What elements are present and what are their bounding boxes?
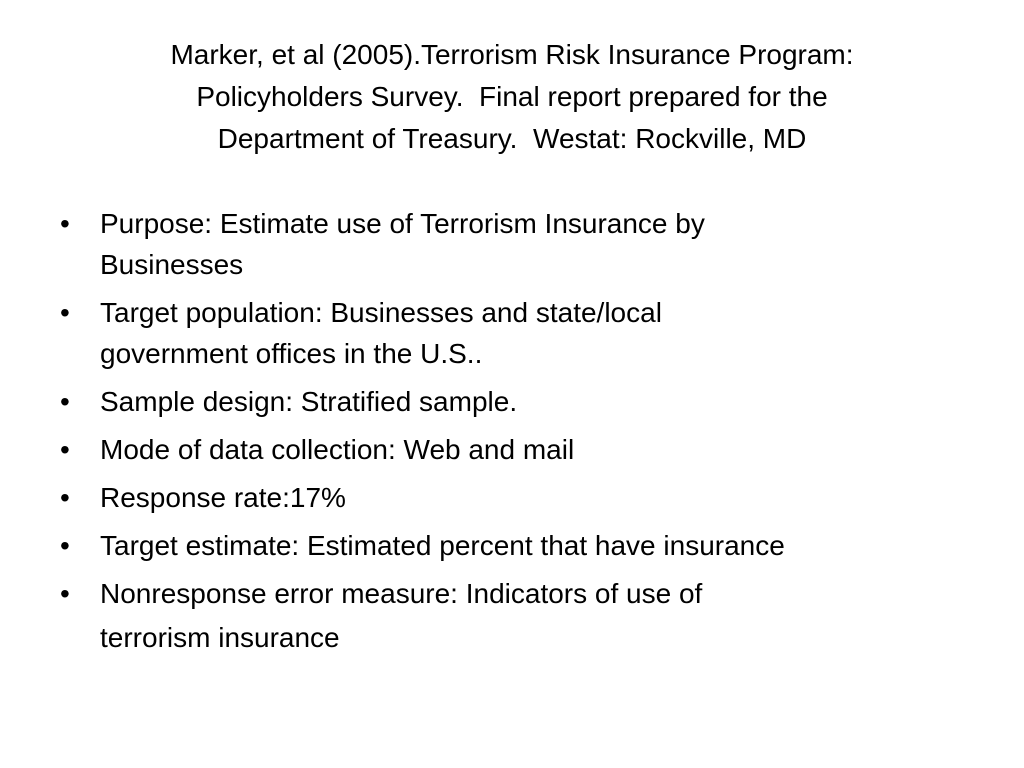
bullet-item-nonresponse-error-measure xyxy=(56,573,986,661)
bullet-item-target-estimate xyxy=(56,525,986,566)
bullet-text: Response rate:17% xyxy=(100,482,346,513)
bullet-text: Nonresponse error measure: Indicators of use of xyxy=(100,578,703,609)
bullet-item-mode-of-data-collection xyxy=(56,429,986,470)
bullet-icon: • xyxy=(60,386,70,417)
title-line: Department of Treasury. Westat: Rockville, MD xyxy=(217,123,807,154)
slide-title xyxy=(60,34,964,160)
bullet-icon: • xyxy=(60,578,70,609)
bullet-icon: • xyxy=(60,434,70,465)
bullet-text: Target population: Businesses and state/local xyxy=(100,297,662,328)
bullet-item-purpose xyxy=(56,203,986,285)
bullet-icon: • xyxy=(60,482,70,513)
bullet-item-response-rate xyxy=(56,477,986,518)
bullet-text: Purpose: Estimate use of Terrorism Insurance by xyxy=(100,208,705,239)
bullet-text: terrorism insurance xyxy=(100,622,340,653)
bullet-list xyxy=(56,203,986,668)
bullet-item-target-population xyxy=(56,292,986,374)
bullet-icon: • xyxy=(60,208,70,239)
bullet-icon: • xyxy=(60,297,70,328)
bullet-item-sample-design xyxy=(56,381,986,422)
bullet-text: Target estimate: Estimated percent that have insurance xyxy=(100,530,785,561)
title-line: Policyholders Survey. Final report prepared for the xyxy=(196,81,828,112)
bullet-text: Businesses xyxy=(100,249,244,280)
bullet-text: government offices in the U.S.. xyxy=(100,338,483,369)
bullet-text: Mode of data collection: Web and mail xyxy=(100,434,575,465)
bullet-icon: • xyxy=(60,530,70,561)
bullet-text: Sample design: Stratified sample. xyxy=(100,386,518,417)
title-line: Marker, et al (2005).Terrorism Risk Insurance Program: xyxy=(170,39,854,70)
